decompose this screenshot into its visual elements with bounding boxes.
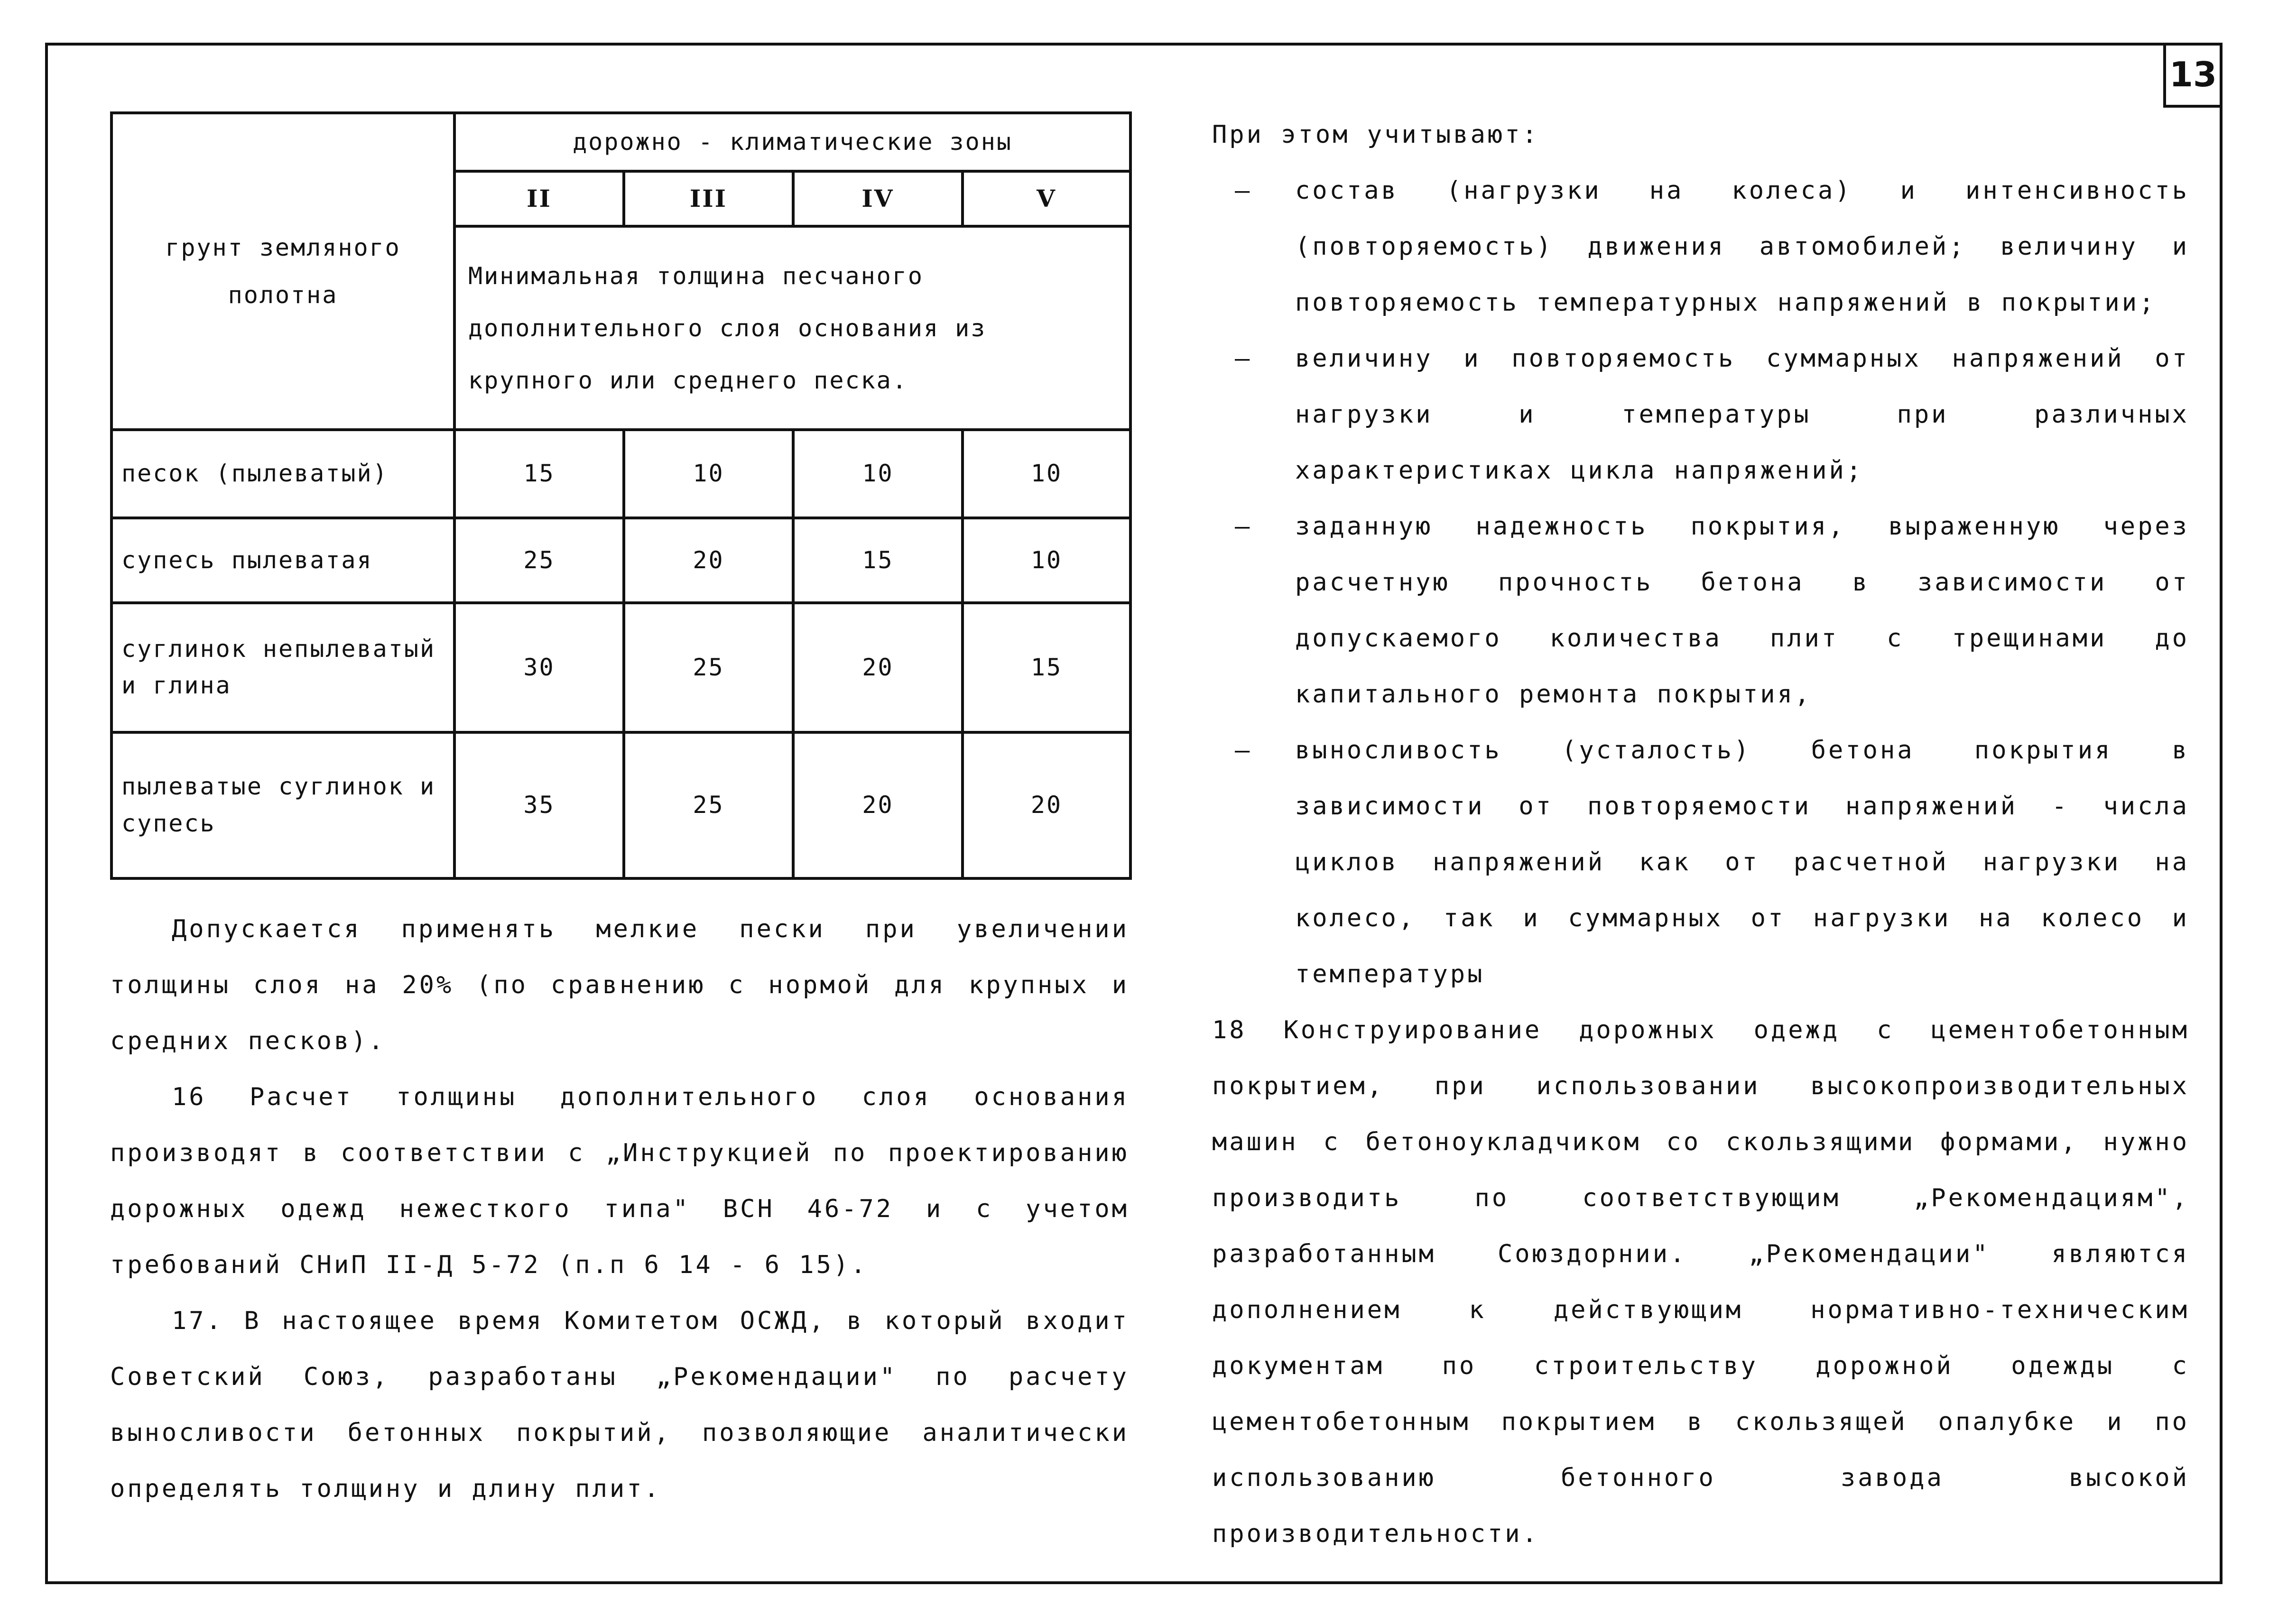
paragraph-17: 17. В настоящее время Комитетом ОСЖД, в который входит Советский Союз, разработаны „Рекомендации" по расчету выносливости бетонных покрытий, позволяющие аналитически определять толщину и длину плит. <box>110 1307 1129 1503</box>
zone-header: II <box>454 171 624 227</box>
table-corner-header: грунт земляного полотна <box>111 113 454 430</box>
table-cell: 10 <box>963 430 1130 517</box>
paragraph-18: 18 Конструирование дорожных одежд с цементобетонным покрытием, при использовании высокопроизводительных машин с бетоноукладчиком со скользящими формами, нужно производить по соответствующим „Рекомендациям", разработанным Союздорнии. „Рекомендации" являются дополнением к действующим нормативно-техническим документам по строительству дорожной одежды с цементобетонным покрытием в скользящей опалубке и по использованию бетонного завода высокой производительности. <box>1212 1016 2189 1548</box>
table-cell: 20 <box>624 518 793 603</box>
paragraph-fine-sand: Допускается применять мелкие пески при увеличении толщины слоя на 20% (по сравнению с нормой для крупных и средних песков). <box>110 915 1129 1055</box>
zone-header: V <box>963 171 1130 227</box>
consideration-item: — величину и повторяемость суммарных напряжений от нагрузки и температуры при различных характеристиках цикла напряжений; <box>1212 331 2189 498</box>
table-subheader: Минимальная толщина песчаного дополнительного слоя основания из крупного или среднего песка. <box>454 226 1130 430</box>
soil-zone-table <box>110 111 1132 880</box>
table-cell: 20 <box>963 732 1130 878</box>
table-row-label: суглинок непылеватый и глина <box>111 603 454 732</box>
page-number: 13 <box>2163 44 2220 108</box>
left-text-column <box>110 901 1129 1517</box>
table-cell: 35 <box>454 732 624 878</box>
zones-group-header: дорожно - климатические зоны <box>454 113 1130 171</box>
right-text-column <box>1212 107 2189 1562</box>
consideration-item: — заданную надежность покрытия, выраженную через расчетную прочность бетона в зависимости от допускаемого количества плит с трещинами до капитального ремонта покрытия, <box>1212 498 2189 722</box>
table-row-label: песок (пылеватый) <box>111 430 454 517</box>
table-cell: 15 <box>454 430 624 517</box>
zone-header: III <box>624 171 793 227</box>
table-cell: 10 <box>624 430 793 517</box>
table-row-label: супесь пылеватая <box>111 518 454 603</box>
table-cell: 20 <box>793 603 963 732</box>
paragraph-16: 16 Расчет толщины дополнительного слоя основания производят в соответствии с „Инструкцией по проектированию дорожных одежд нежесткого типа" ВСН 46-72 и с учетом требований СНиП II-Д 5-72 (п.п 6 14 - 6 15). <box>110 1083 1129 1279</box>
table-row-label: пылеватые суглинок и супесь <box>111 732 454 878</box>
table-cell: 25 <box>454 518 624 603</box>
consideration-item: — состав (нагрузки на колеса) и интенсивность (повторяемость) движения автомобилей; величину и повторяемость температурных напряжений в покрытии; <box>1212 163 2189 331</box>
considerations-lead: При этом учитывают: <box>1212 120 1539 149</box>
table-cell: 25 <box>624 732 793 878</box>
zone-header: IV <box>793 171 963 227</box>
table-cell: 30 <box>454 603 624 732</box>
table-cell: 25 <box>624 603 793 732</box>
consideration-item: — выносливость (усталость) бетона покрытия в зависимости от повторяемости напряжений - числа циклов напряжений как от расчетной нагрузки на колесо, так и суммарных от нагрузки на колесо и температуры <box>1212 722 2189 1002</box>
table-cell: 10 <box>793 430 963 517</box>
table-cell: 10 <box>963 518 1130 603</box>
table-cell: 20 <box>793 732 963 878</box>
table-cell: 15 <box>963 603 1130 732</box>
table-cell: 15 <box>793 518 963 603</box>
